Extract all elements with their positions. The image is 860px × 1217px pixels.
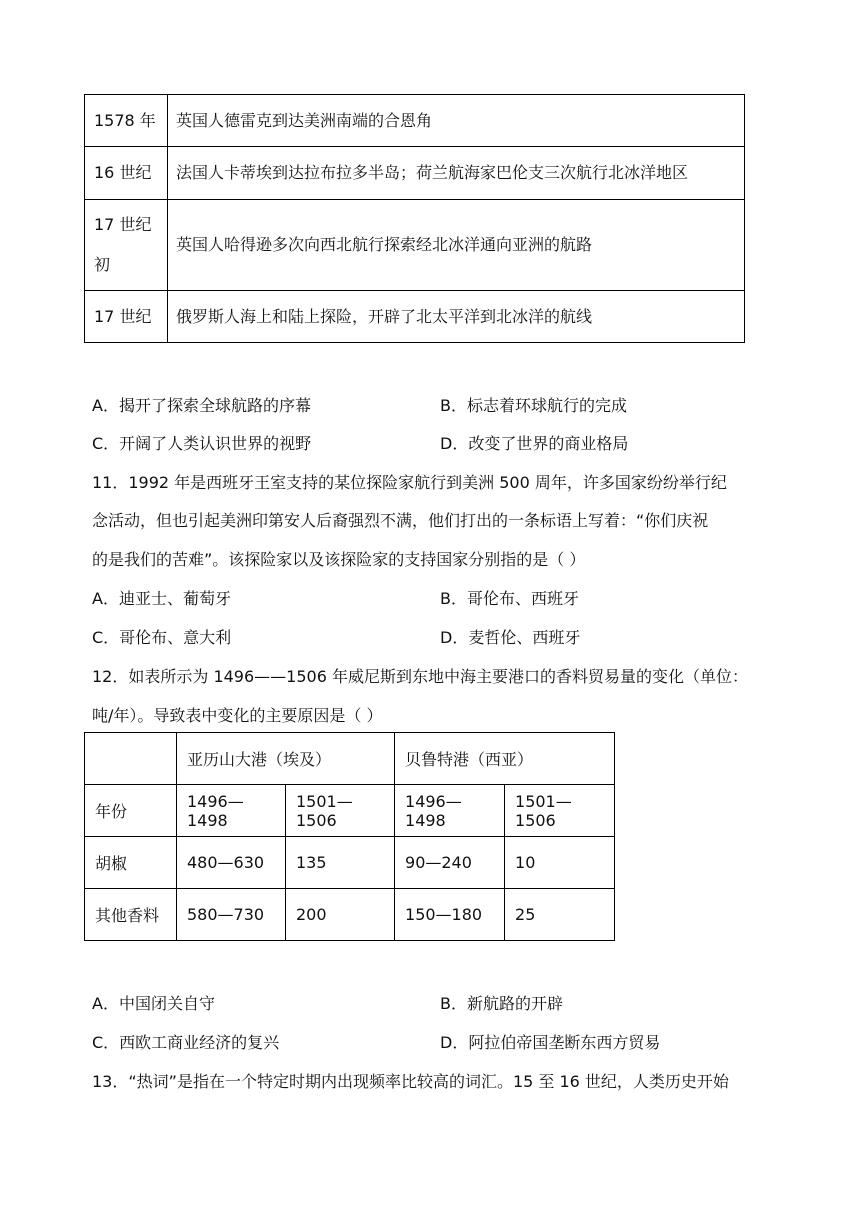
table-header-port: 贝鲁特港（西亚） (395, 733, 615, 785)
table-cell: 25 (505, 889, 615, 941)
q11-stem-line: 念活动，但也引起美洲印第安人后裔强烈不满，他们打出的一条标语上写着：“你们庆祝 (92, 511, 709, 530)
q12-option-b[interactable]: B．新航路的开辟 (440, 994, 563, 1013)
table-cell-time: 17 世纪初 (85, 200, 168, 291)
table-cell: 10 (505, 837, 615, 889)
q10-option-b[interactable]: B．标志着环球航行的完成 (440, 396, 627, 415)
table-header-year: 1501—1506 (505, 785, 615, 837)
table-row-label: 其他香料 (85, 889, 177, 941)
q12-option-c[interactable]: C．西欧工商业经济的复兴 (92, 1033, 280, 1052)
q11-stem-line: 11．1992 年是西班牙王室支持的某位探险家航行到美洲 500 周年，许多国家纷纷举行纪 (92, 473, 727, 492)
exploration-timeline-table (84, 94, 745, 343)
table-header-year: 1496—1498 (395, 785, 505, 837)
table-corner-cell (85, 733, 177, 785)
q11-option-d[interactable]: D．麦哲伦、西班牙 (440, 628, 581, 647)
q11-option-a[interactable]: A．迪亚士、葡萄牙 (92, 589, 231, 608)
table-header-port: 亚历山大港（埃及） (177, 733, 395, 785)
table-header-year: 1496—1498 (177, 785, 286, 837)
spice-trade-table (84, 732, 615, 941)
table-cell-event: 俄罗斯人海上和陆上探险，开辟了北太平洋到北冰洋的航线 (168, 291, 745, 343)
q12-stem-line: 12．如表所示为 1496——1506 年威尼斯到东地中海主要港口的香料贸易量的变化（单位： (92, 667, 748, 686)
q13-stem-line: 13．“热词”是指在一个特定时期内出现频率比较高的词汇。15 至 16 世纪，人类历史开始 (92, 1072, 729, 1091)
q11-option-c[interactable]: C．哥伦布、意大利 (92, 628, 232, 647)
table-cell: 480—630 (177, 837, 286, 889)
table-cell-time: 16 世纪 (85, 147, 168, 200)
table-cell-time: 17 世纪 (85, 291, 168, 343)
table-cell: 135 (286, 837, 395, 889)
table-row-label: 胡椒 (85, 837, 177, 889)
q11-stem-line: 的是我们的苦难”。该探险家以及该探险家的支持国家分别指的是（ ） (92, 550, 586, 569)
table-cell: 200 (286, 889, 395, 941)
table-cell: 90—240 (395, 837, 505, 889)
q10-option-c[interactable]: C．开阔了人类认识世界的视野 (92, 434, 312, 453)
table-header-year: 1501—1506 (286, 785, 395, 837)
table-cell-event: 英国人哈得逊多次向西北航行探索经北冰洋通向亚洲的航路 (168, 200, 745, 291)
table-cell-event: 英国人德雷克到达美洲南端的合恩角 (168, 95, 745, 147)
table-cell-time: 1578 年 (85, 95, 168, 147)
q10-option-d[interactable]: D．改变了世界的商业格局 (440, 434, 629, 453)
table-cell: 150—180 (395, 889, 505, 941)
table-cell: 580—730 (177, 889, 286, 941)
table-cell-event: 法国人卡蒂埃到达拉布拉多半岛；荷兰航海家巴伦支三次航行北冰洋地区 (168, 147, 745, 200)
q10-option-a[interactable]: A．揭开了探索全球航路的序幕 (92, 396, 311, 415)
q11-option-b[interactable]: B．哥伦布、西班牙 (440, 589, 579, 608)
q12-option-a[interactable]: A．中国闭关自守 (92, 994, 215, 1013)
table-row-label: 年份 (85, 785, 177, 837)
q12-stem-line: 吨/年）。导致表中变化的主要原因是（ ） (92, 706, 383, 725)
q12-option-d[interactable]: D．阿拉伯帝国垄断东西方贸易 (440, 1033, 661, 1052)
